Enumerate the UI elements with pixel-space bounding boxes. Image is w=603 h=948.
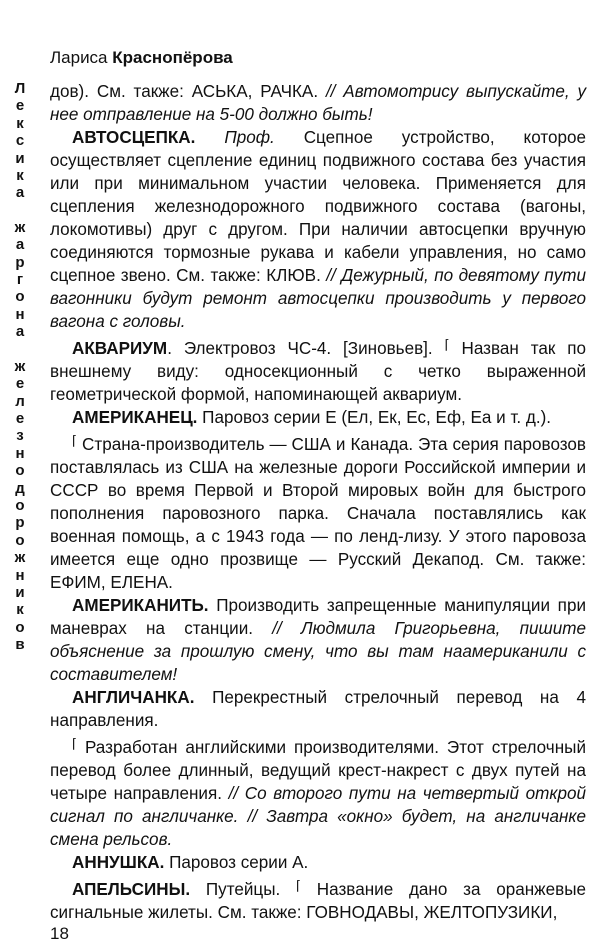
running-header [50, 48, 233, 68]
dictionary-paragraph [50, 874, 586, 924]
author-first-name: Лариса [50, 48, 108, 67]
definition-text: Паровоз серии Е (Ел, Ек, Ес, Еф, Еа и т. д.). [197, 408, 552, 427]
example-quote: // Со второго пути на четвертый открой сигнал по англичанке. // Завтра «окно» будет, на англичанке смена рельсов. [50, 784, 586, 849]
definition-text: дов). См. также: АСЬКА, РАЧКА. [50, 82, 326, 101]
dictionary-text [50, 80, 586, 924]
definition-text: Сцепное устройство, которое осуществляет сцепление единиц подвижного состава без участия или при минимальном участии человека. Применяется для сцепления железнодорожного подвижного состава (вагоны, локомотивы) друг с другом. При наличии автосцепки вручную соединяются тормозные рукава и кабели управления, но само сцепное звено. См. также: КЛЮВ. [50, 128, 587, 285]
definition-text: Путейцы. [190, 880, 296, 899]
dictionary-paragraph [50, 429, 586, 594]
dictionary-paragraph [50, 594, 586, 686]
etymology-mark: ⌈ [295, 878, 302, 893]
headword: АМЕРИКАНИТЬ. [72, 596, 209, 615]
example-quote: Проф. [224, 128, 275, 147]
etymology-mark: ⌈ [72, 433, 78, 448]
side-title-gap [10, 202, 30, 219]
dictionary-paragraph [50, 333, 586, 406]
author-last-name: Краснопёрова [112, 48, 233, 67]
definition-text: Разработан английскими производителями. Этот стрелочный перевод более длинный, ведущий крест-накрест с двух путей на четыре направления. [50, 738, 586, 803]
side-title-gap [10, 341, 30, 358]
headword: АННУШКА. [72, 853, 165, 872]
definition-text: Производить запрещенные манипуляции при маневрах на станции. [50, 596, 586, 638]
headword: АПЕЛЬСИНЫ. [72, 880, 191, 899]
definition-text: Страна-производитель — США и Канада. Эта серия паровозов поставлялась из США на железные дороги Российской империи и СССР во время Первой и Второй мировых войн для быстрого пополнения паровозного парка. Сначала поставлялись как военная помощь, а с 1943 года — по ленд-лизу. У этого паровоза имеется еще одно прозвище — Русский Декапод. См. также: ЕФИМ, ЕЛЕНА. [50, 435, 586, 592]
definition-text: . Электровоз ЧС-4. [Зиновьев]. [167, 339, 445, 358]
definition-text: Перекрестный стрелочный перевод на 4 направления. [50, 688, 586, 730]
etymology-mark: ⌈ [72, 736, 78, 751]
etymology-mark: ⌈ [444, 337, 450, 352]
definition-text: Назван так по внешнему виду: односекционный с четко выраженной геометрической формой, напоминающей аквариум. [50, 339, 587, 404]
dictionary-paragraph [50, 686, 586, 732]
headword: АМЕРИКАНЕЦ. [72, 408, 198, 427]
definition-text: Паровоз серии А. [164, 853, 309, 872]
example-quote: // Дежурный, по девятому пути вагонники будут ремонт автосцепки производить у первого вагона с головы. [50, 266, 587, 331]
headword: АКВАРИУМ [72, 339, 168, 358]
headword: АНГЛИЧАНКА. [72, 688, 195, 707]
dictionary-paragraph [50, 851, 586, 874]
dictionary-paragraph [50, 80, 586, 126]
dictionary-paragraph [50, 126, 586, 333]
example-quote: // Автомотрису выпускайте, у нее отправление на 5-00 должно быть! [50, 82, 586, 124]
side-title-word: ж а р г о н а [14, 218, 26, 341]
example-quote: // Людмила Григорьевна, пишите объяснение за прошлую смену, что вы там наамериканили с составителем! [50, 619, 587, 684]
page-number: 18 [50, 924, 69, 943]
headword: АВТОСЦЕПКА. [72, 128, 196, 147]
definition-text [195, 128, 224, 147]
side-title-word: ж е л е з н о д о р о ж н и к о в [14, 357, 26, 654]
vertical-section-title [10, 80, 30, 654]
definition-text: Название дано за оранжевые сигнальные жилеты. См. также: ГОВНОДАВЫ, ЖЕЛТОПУЗИКИ, [50, 880, 586, 922]
dictionary-paragraph [50, 732, 586, 851]
dictionary-paragraph [50, 406, 586, 429]
side-title-word: Л е к с и к а [14, 80, 26, 202]
